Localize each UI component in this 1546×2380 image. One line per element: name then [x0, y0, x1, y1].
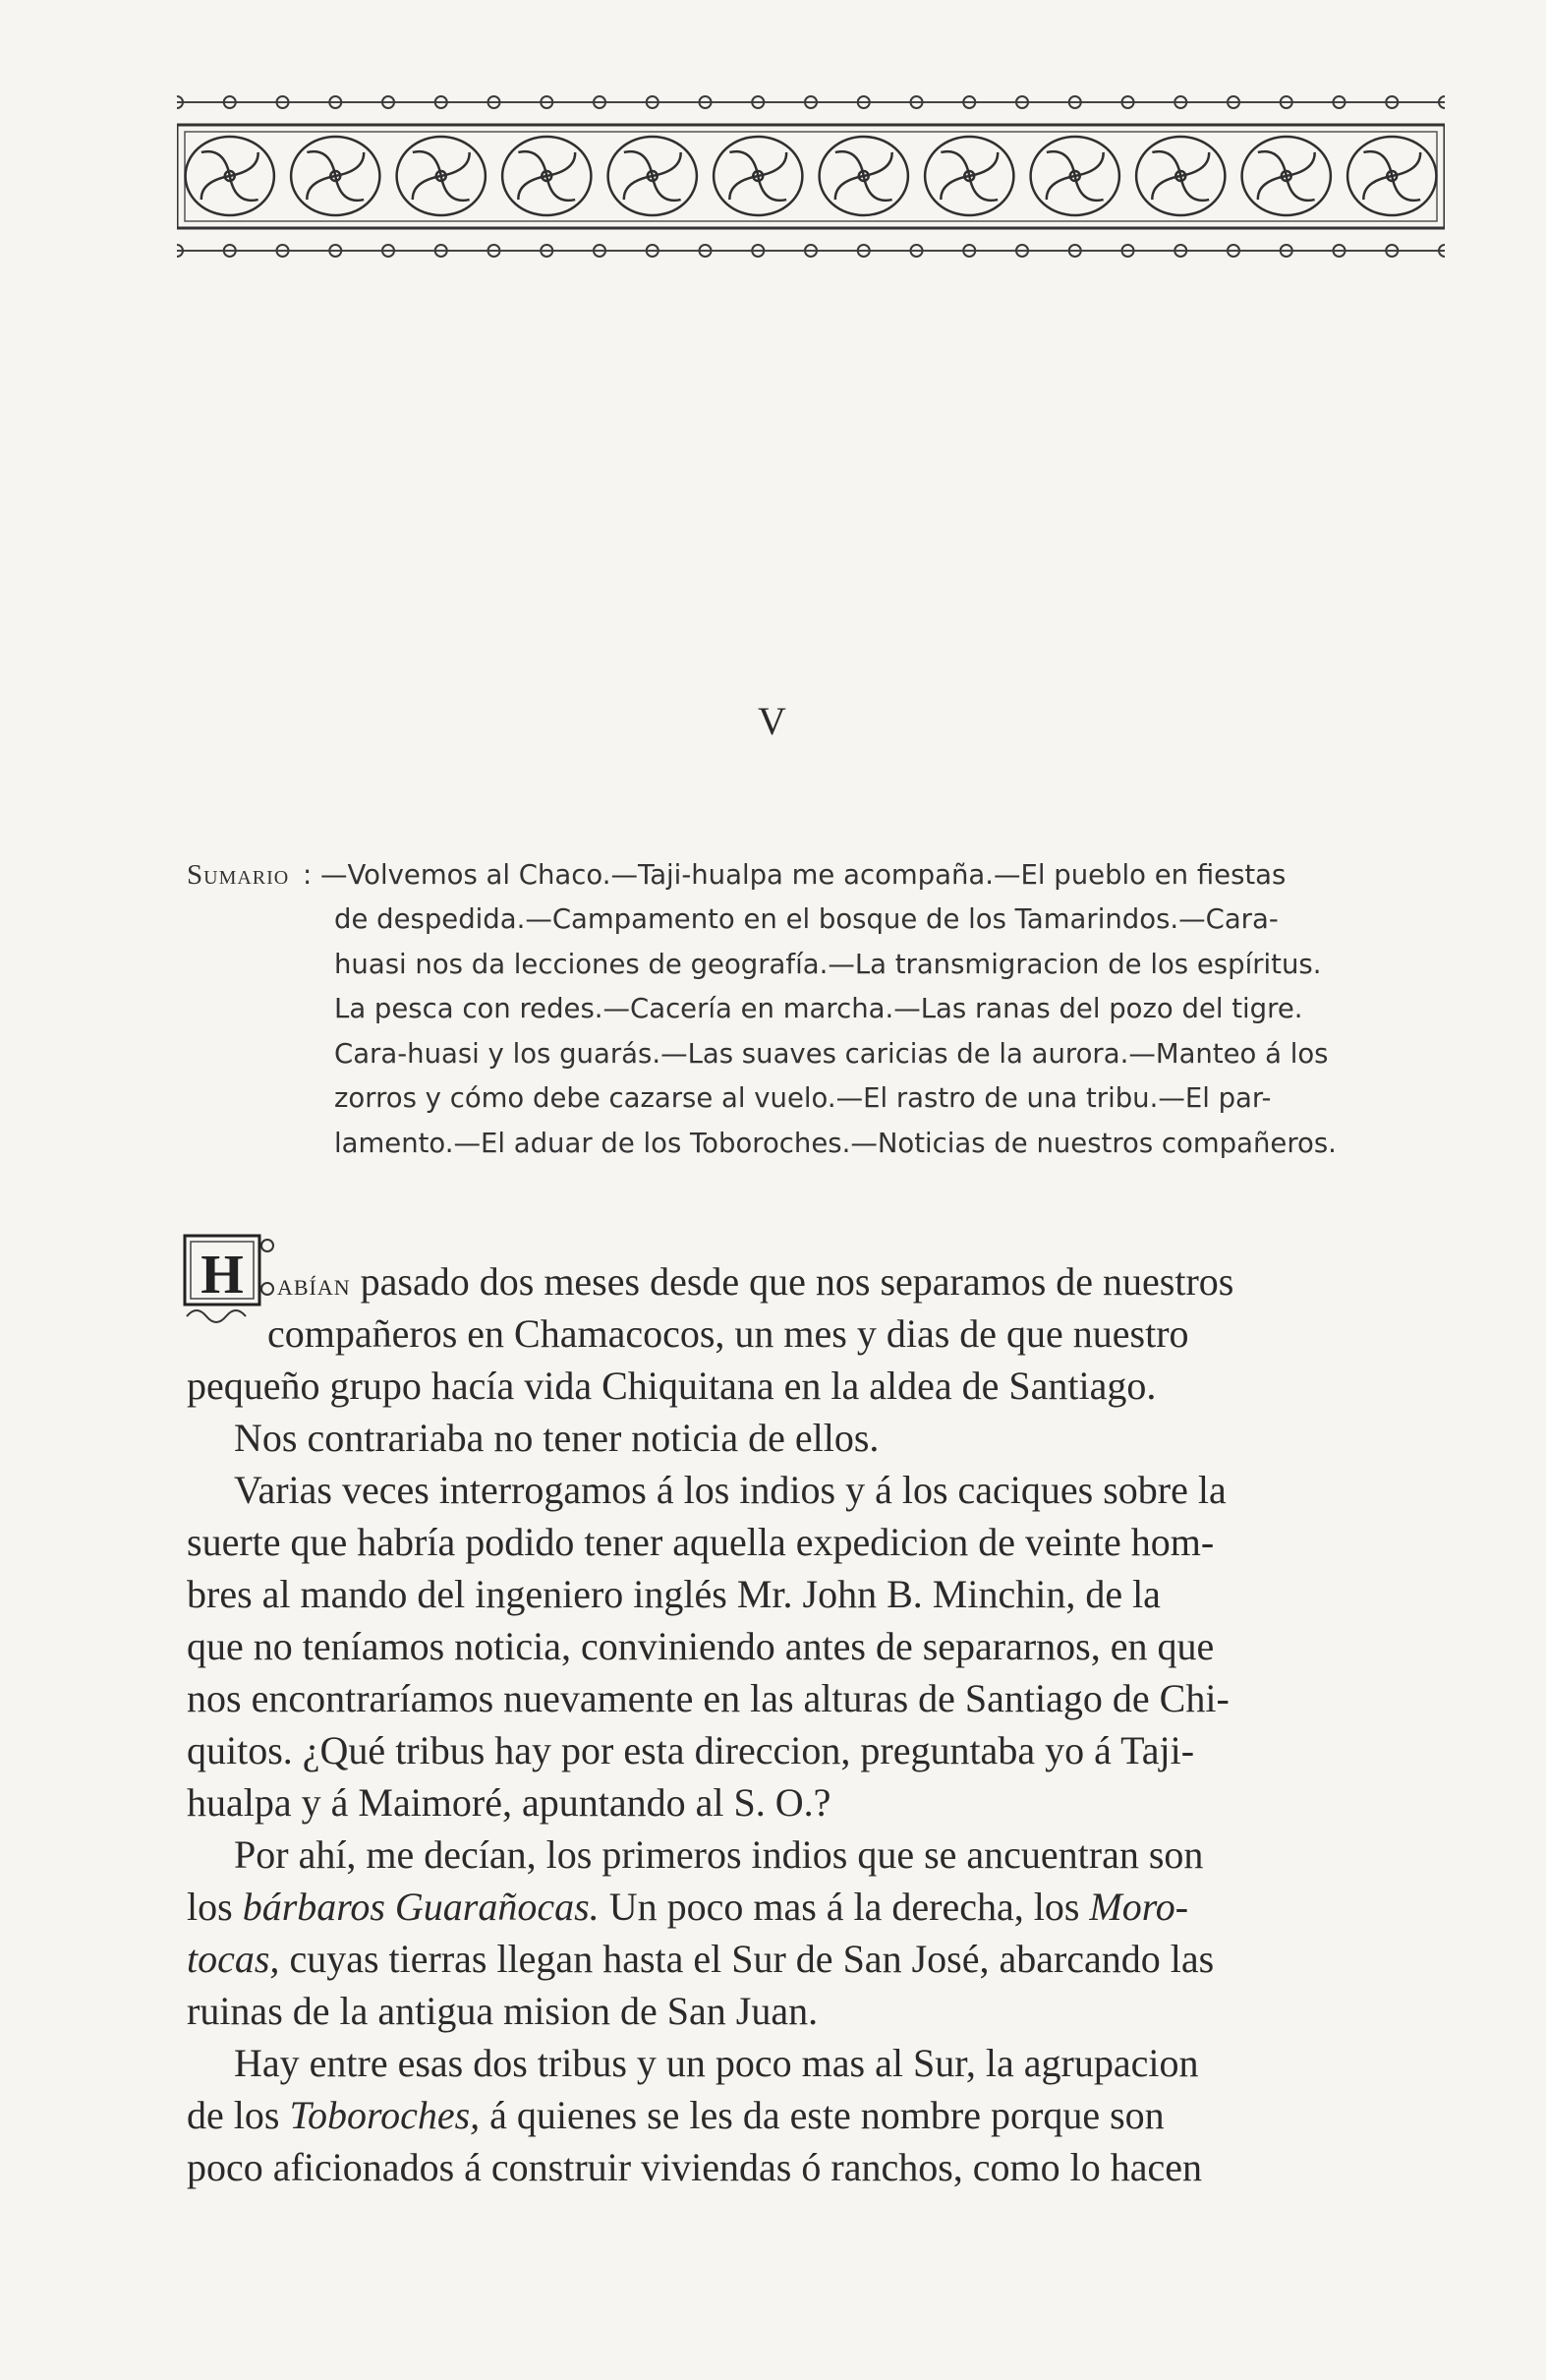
body-line: quitos. ¿Qué tribus hay por esta direccion, preguntaba yo á Taji- — [187, 1728, 1195, 1772]
body-line — [187, 1881, 1188, 1933]
body-line: hualpa y á Maimoré, apuntando al S. O.? — [187, 1780, 831, 1825]
body-line: suerte que habría podido tener aquella expedicion de veinte hom- — [187, 1520, 1215, 1564]
body-line: ruinas de la antigua mision de San Juan. — [187, 1989, 819, 2033]
body-line-text: Un poco mas á la derecha, los — [599, 1885, 1090, 1929]
ornamental-header-band — [177, 90, 1445, 262]
body-line: poco aficionados á construir viviendas ó ranchos, como lo hacen — [187, 2145, 1203, 2189]
body-line: bres al mando del ingeniero inglés Mr. John B. Minchin, de la — [187, 1572, 1161, 1616]
body-line: nos encontraríamos nuevamente en las alturas de Santiago de Chi- — [187, 1676, 1230, 1720]
body-line-text: pasado dos meses desde que nos separamos de nuestros — [350, 1259, 1234, 1304]
body-line — [187, 1933, 1214, 1985]
summary-line: lamento.—El aduar de los Toboroches.—Noticias de nuestros compañeros. — [334, 1128, 1337, 1159]
summary-line: zorros y cómo debe cazarse al vuelo.—El rastro de una tribu.—El par- — [334, 1082, 1272, 1114]
body-line: Varias veces interrogamos á los indios y á los caciques sobre la — [234, 1468, 1227, 1512]
ornament-svg — [177, 90, 1445, 262]
body-line-text: á quienes se les da este nombre porque son — [480, 2093, 1165, 2137]
italic-term: tocas, — [187, 1937, 280, 1981]
summary-line: Cara-huasi y los guarás.—Las suaves caricias de la aurora.—Manteo á los — [334, 1038, 1329, 1070]
body-line — [187, 2089, 1165, 2141]
summary-line: huasi nos da lecciones de geografía.—La transmigracion de los espíritus. — [334, 949, 1322, 980]
body-line: Hay entre esas dos tribus y un poco mas al Sur, la agrupacion — [234, 2041, 1199, 2085]
summary-line: de despedida.—Campamento en el bosque de los Tamarindos.—Cara- — [334, 903, 1279, 935]
body-line-text: cuyas tierras llegan hasta el Sur de San José, abarcando las — [279, 1937, 1215, 1981]
opening-word: abían — [277, 1267, 351, 1302]
summary-line: : —Volvemos al Chaco.—Taji-hualpa me acompaña.—El pueblo en fiestas — [303, 859, 1287, 891]
body-line: compañeros en Chamacocos, un mes y dias de que nuestro — [267, 1311, 1189, 1356]
body-line: pequeño grupo hacía vida Chiquitana en la aldea de Santiago. — [187, 1364, 1157, 1408]
body-line: que no teníamos noticia, conviniendo antes de separarnos, en que — [187, 1624, 1215, 1668]
italic-term: Toboroches, — [289, 2093, 481, 2137]
summary-label: Sumario — [187, 859, 290, 891]
body-line: Por ahí, me decían, los primeros indios que se ancuentran son — [234, 1832, 1204, 1877]
italic-term: bárbaros Guarañocas. — [242, 1885, 600, 1929]
body-line-text: los — [187, 1885, 243, 1929]
italic-term: Moro- — [1089, 1885, 1189, 1929]
body-line — [277, 1255, 1233, 1310]
summary-line: La pesca con redes.—Cacería en marcha.—Las ranas del pozo del tigre. — [334, 993, 1303, 1024]
chapter-number: V — [758, 699, 788, 743]
body-line-text: de los — [187, 2093, 290, 2137]
drop-cap-letter: H — [200, 1245, 244, 1306]
body-line: Nos contrariaba no tener noticia de ellos. — [234, 1416, 880, 1460]
